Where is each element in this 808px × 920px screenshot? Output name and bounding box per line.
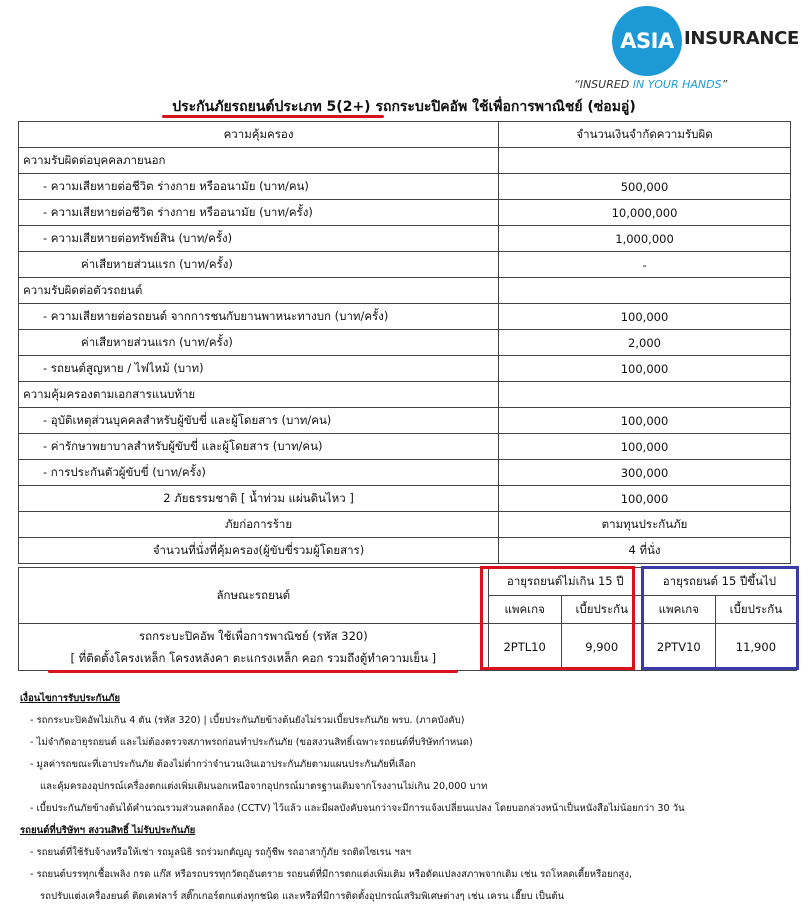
coverage-label: ความรับผิดต่อตัวรถยนต์ [19,278,499,304]
coverage-header: ความคุ้มครอง [19,122,499,148]
coverage-row [19,486,791,512]
highlight-over-15 [641,566,799,670]
coverage-value: 300,000 [499,460,791,486]
coverage-label: - การประกันตัวผู้ขับขี่ (บาท/ครั้ง) [19,460,499,486]
coverage-label: - อุบัติเหตุส่วนบุคคลสำหรับผู้ขับขี่ และผู้โดยสาร (บาท/คน) [19,408,499,434]
condition-item: - เบี้ยประกันภัยข้างต้นได้คำนวณรวมส่วนลดกล้อง (CCTV) ไว้แล้ว และมีผลบังคับจนกว่าจะมีการแจ้งเปลี่ยนแปลง โดยบอกล่วงหน้าเป็นหนังสือไม่น้อยกว่า 30 วัน [30,803,685,814]
coverage-value: 10,000,000 [499,200,791,226]
coverage-row [19,356,791,382]
coverage-label: 2 ภัยธรรมชาติ [ น้ำท่วม แผ่นดินไหว ] [19,486,499,512]
coverage-section-row [19,278,791,304]
excluded-heading: รถยนต์ที่บริษัทฯ สงวนสิทธิ์ ไม่รับประกันภัย [20,825,196,836]
age-over-15-header: อายุรถยนต์ 15 ปีขึ้นไป [642,568,796,596]
coverage-value [499,382,791,408]
coverage-label: - ความเสียหายต่อรถยนต์ จากการชนกับยานพาหนะทางบก (บาท/ครั้ง) [19,304,499,330]
coverage-table [18,121,791,564]
coverage-row [19,226,791,252]
coverage-row [19,330,791,356]
coverage-value [499,148,791,174]
coverage-row [19,408,791,434]
coverage-label: - รถยนต์สูญหาย / ไฟไหม้ (บาท) [19,356,499,382]
coverage-value: 100,000 [499,356,791,382]
description-red-underline [48,670,458,673]
vehicle-desc-line-2: [ ที่ติดตั้งโครงเหล็ก โครงหลังคา ตะแกรงเหล็ก คอก รวมถึงตู้ทำความเย็น ] [70,651,437,665]
coverage-row [19,200,791,226]
coverage-row [19,512,791,538]
coverage-row [19,304,791,330]
vehicle-description [19,624,489,671]
coverage-value: ตามทุนประกันภัย [499,512,791,538]
coverage-row [19,174,791,200]
coverage-label: - ความเสียหายต่อชีวิต ร่างกาย หรืออนามัย (บาท/คน) [19,174,499,200]
coverage-label: ความคุ้มครองตามเอกสารแนบท้าย [19,382,499,408]
condition-item: - ไม่จำกัดอายุรถยนต์ และไม่ต้องตรวจสภาพรถก่อนทำประกันภัย (ขอสงวนสิทธิ์เฉพาะรถยนต์ที่บริษัทกำหนด) [30,737,473,748]
coverage-label: - ความเสียหายต่อชีวิต ร่างกาย หรืออนามัย (บาท/ครั้ง) [19,200,499,226]
vehicle-desc-line-1: รถกระบะปิคอัพ ใช้เพื่อการพาณิชย์ (รหัส 320) [138,629,368,643]
premium-label-b: เบี้ยประกัน [715,596,796,624]
premium-label-a: เบี้ยประกัน [561,596,642,624]
excluded-item: รถปรับแต่งเครื่องยนต์ ติดเคฟลาร์ สติ๊กเกอร์ตกแต่งทุกชนิด และหรือที่มีการติดตั้งอุปกรณ์เสริมพิเศษต่างๆ เช่น เครน เฮี๊ยบ เป็นต้น [40,891,565,902]
package-code-a: 2PTL10 [488,624,561,671]
package-label-b: แพคเกจ [642,596,715,624]
condition-item: - รถกระบะปิคอัพไม่เกิน 4 ตัน (รหัส 320) | เบี้ยประกันภัยข้างต้นยังไม่รวมเบี้ยประกันภัย พรบ. (ภาคบังคับ) [30,715,465,726]
coverage-label: ภัยก่อการร้าย [19,512,499,538]
coverage-label: ความรับผิดต่อบุคคลภายนอก [19,148,499,174]
coverage-label: - ความเสียหายต่อทรัพย์สิน (บาท/ครั้ง) [19,226,499,252]
age-under-15-header: อายุรถยนต์ไม่เกิน 15 ปี [488,568,642,596]
vehicle-type-header: ลักษณะรถยนต์ [19,568,489,624]
coverage-value: - [499,252,791,278]
coverage-label: - ค่ารักษาพยาบาลสำหรับผู้ขับขี่ และผู้โดยสาร (บาท/คน) [19,434,499,460]
logo-tagline: “INSURED IN YOUR HANDS” [574,78,728,91]
excluded-item: - รถยนต์บรรทุกเชื้อเพลิง กรด แก๊ส หรือรถบรรทุกวัตถุอันตราย รถยนต์ที่มีการตกแต่งเพิ่มเติม หรือดัดแปลงสภาพจากเดิม เช่น รถโหลดเตี้ยหรือยกสูง, [30,869,633,880]
coverage-value [499,278,791,304]
coverage-row [19,252,791,278]
coverage-row [19,538,791,564]
asia-insurance-logo [574,4,800,92]
excluded-item: - รถยนต์ที่ใช้รับจ้างหรือให้เช่า รถมูลนิธิ รถร่วมกตัญญู รถกู้ชีพ รถอาสากู้ภัย รถติดไซเรน ฯลฯ [30,847,411,858]
coverage-value: 100,000 [499,434,791,460]
terms-notes [20,688,800,908]
coverage-value: 4 ที่นั่ง [499,538,791,564]
coverage-section-row [19,148,791,174]
coverage-row [19,460,791,486]
logo-wordmark: INSURANCE [684,28,800,49]
title-red-underline [162,115,384,118]
coverage-value: 100,000 [499,304,791,330]
coverage-value: 100,000 [499,408,791,434]
coverage-label: ค่าเสียหายส่วนแรก (บาท/ครั้ง) [19,252,499,278]
limit-header: จำนวนเงินจำกัดความรับผิด [499,122,791,148]
coverage-value: 500,000 [499,174,791,200]
premium-value-b: 11,900 [715,624,796,671]
package-label-a: แพคเกจ [488,596,561,624]
coverage-value: 100,000 [499,486,791,512]
coverage-value: 1,000,000 [499,226,791,252]
conditions-heading: เงื่อนไขการรับประกันภัย [20,693,120,704]
premium-value-a: 9,900 [561,624,642,671]
page-title: ประกันภัยรถยนต์ประเภท 5(2+) รถกระบะปิคอัพ ใช้เพื่อการพาณิชย์ (ซ่อมอู่) [172,99,636,115]
coverage-header-row [19,122,791,148]
coverage-label: จำนวนที่นั่งที่คุ้มครอง(ผู้ขับขี่รวมผู้โดยสาร) [19,538,499,564]
coverage-section-row [19,382,791,408]
coverage-row [19,434,791,460]
logo-badge: ASIA [612,6,682,76]
highlight-under-15 [480,566,635,670]
package-code-b: 2PTV10 [642,624,715,671]
coverage-value: 2,000 [499,330,791,356]
coverage-label: ค่าเสียหายส่วนแรก (บาท/ครั้ง) [19,330,499,356]
condition-item: และคุ้มครองอุปกรณ์เครื่องตกแต่งเพิ่มเติมนอกเหนือจากอุปกรณ์มาตรฐานเดิมจากโรงงานไม่เกิน 20,000 บาท [40,781,488,792]
condition-item: - มูลค่ารถขณะที่เอาประกันภัย ต้องไม่ต่ำกว่าจำนวนเงินเอาประกันภัยตามแผนประกันภัยที่เลือก [30,759,416,770]
